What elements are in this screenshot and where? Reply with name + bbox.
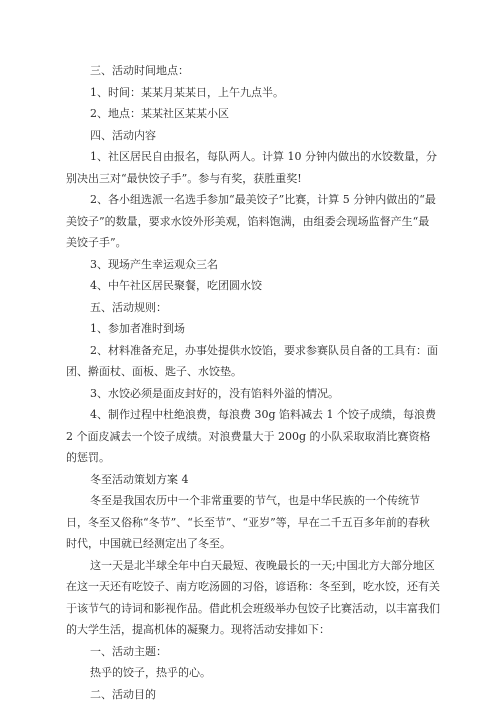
content-item-1: 1、社区居民自由报名，每队两人。计算 10 分钟内做出的水饺数量，分别决出三对“最快饺子手”。参与有奖，获胜重奖! — [66, 150, 437, 185]
rule-item-2: 2、材料准备充足，办事处提供水饺馅，要求参赛队员自备的工具有：面团、擀面杖、面板、匙子、水饺垫。 — [66, 343, 438, 378]
plan-title: 冬至活动策划方案 4 — [90, 472, 189, 486]
content-item-3: 3、现场产生幸运观众三名 — [90, 257, 218, 271]
intro-paragraph-2: 这一天是北半球全年中白天最短、夜晚最长的一天;中国北方大部分地区在这一天还有吃饺子、南方吃汤圆的习俗，谚语称：冬至到，吃水饺，还有关于该节气的诗词和影视作品。借此机会班级举办包饺子比赛活动，以丰富我们的大学生活，提高机体的凝聚力。现将活动安排如下： — [66, 558, 440, 636]
heading-content: 四、活动内容 — [90, 128, 156, 142]
heading-theme: 一、活动主题： — [90, 644, 167, 658]
heading-purpose: 二、活动目的 — [90, 687, 156, 701]
heading-time-place: 三、活动时间地点： — [90, 64, 189, 77]
content-item-2: 2、各小组选派一名选手参加“最美饺子”比赛，计算 5 分钟内做出的“最美饺子”的数量，要求水饺外形美观，馅料饱满，由组委会现场监督产生“最美饺子手”。 — [66, 193, 436, 249]
heading-rules: 五、活动规则： — [90, 300, 167, 314]
time-line: 1、时间：某某月某某日，上午九点半。 — [90, 85, 284, 99]
rule-item-4: 4、制作过程中杜绝浪费，每浪费 30g 馅料减去 1 个饺子成绩，每浪费 2 个面皮减去一个饺子成绩。对浪费量大于 200g 的小队采取取消比赛资格的惩罚。 — [66, 408, 437, 464]
theme-text: 热乎的饺子，热乎的心。 — [90, 666, 211, 679]
intro-paragraph-1: 冬至是我国农历中一个非常重要的节气，也是中华民族的一个传统节日，冬至又俗称“冬节”、“长至节”、“亚岁”等，早在二千五百多年前的春秋时代，中国就已经测定出了冬至。 — [66, 494, 430, 550]
place-line: 2、地点：某某社区某某小区 — [90, 107, 229, 120]
content-item-4: 4、中午社区居民聚餐，吃团圆水饺 — [90, 279, 262, 292]
rule-item-3: 3、水饺必须是面皮封好的，没有馅料外溢的情况。 — [90, 386, 339, 400]
rule-item-1: 1、参加者准时到场 — [90, 322, 185, 335]
